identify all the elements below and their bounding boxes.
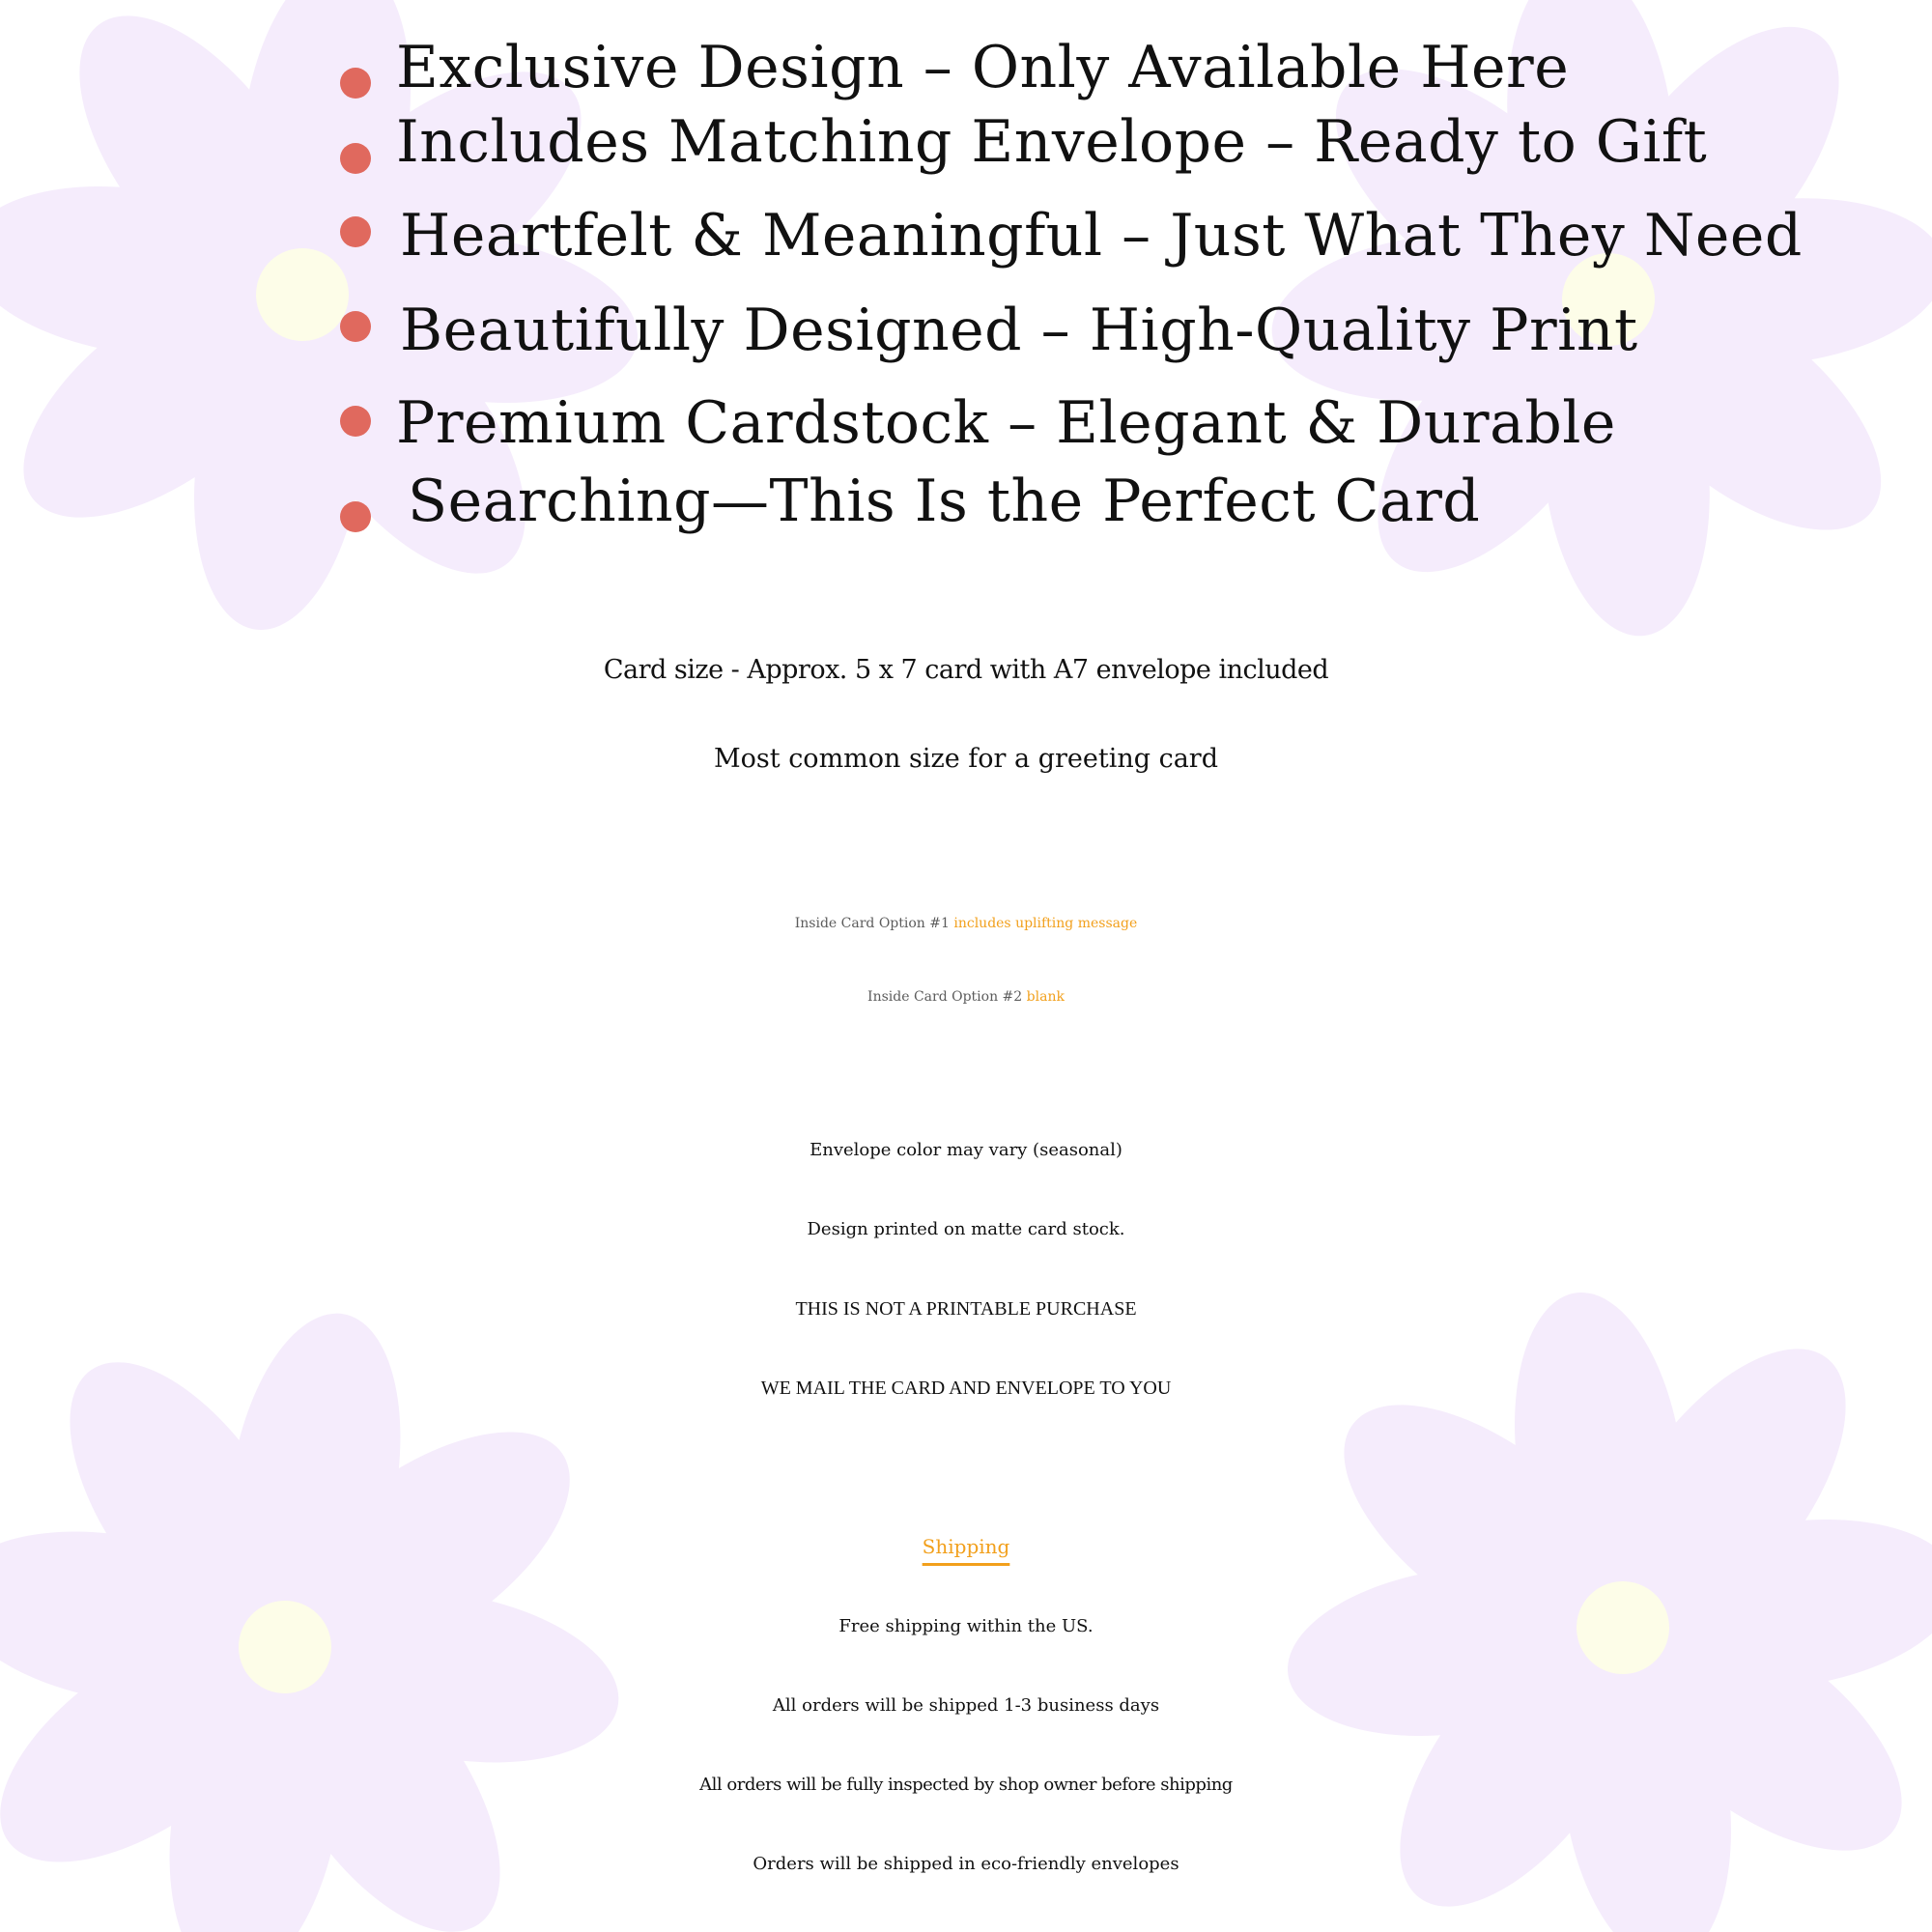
feature-text: Exclusive Design – Only Available Here — [396, 34, 1570, 101]
feature-text: Searching—This Is the Perfect Card — [408, 468, 1481, 535]
option-1-value: includes uplifting message — [953, 916, 1138, 931]
inside-option-2 — [0, 960, 1932, 1034]
feature-text: Beautifully Designed – High-Quality Print — [400, 297, 1638, 364]
feature-item — [0, 29, 1932, 106]
bullet-dot-icon — [340, 406, 371, 437]
feature-text: Premium Cardstock – Elegant & Durable — [396, 389, 1616, 457]
card-size-line: Card size - Approx. 5 x 7 card with A7 envelope included — [603, 655, 1329, 685]
not-printable-notice: THIS IS NOT A PRINTABLE PURCHASE — [795, 1298, 1137, 1320]
shipping-line: Orders will be shipped in eco-friendly envelopes — [753, 1854, 1179, 1874]
feature-item — [0, 292, 1932, 369]
shipping-line: Free shipping within the US. — [838, 1616, 1094, 1636]
shipping-line: All orders will be fully inspected by shop owner before shipping — [699, 1775, 1233, 1795]
bullet-dot-icon — [340, 68, 371, 99]
mail-notice: WE MAIL THE CARD AND ENVELOPE TO YOU — [760, 1378, 1172, 1399]
feature-text: Heartfelt & Meaningful – Just What They Need — [400, 202, 1803, 270]
inside-option-1 — [0, 887, 1932, 960]
card-size-note: Most common size for a greeting card — [714, 744, 1218, 774]
shipping-heading-text: Shipping — [922, 1535, 1010, 1558]
shipping-heading — [0, 1507, 1932, 1586]
envelope-color-note: Envelope color may vary (seasonal) — [810, 1140, 1122, 1160]
feature-text: Includes Matching Envelope – Ready to Gift — [396, 108, 1708, 176]
bullet-dot-icon — [340, 216, 371, 247]
print-note: Design printed on matte card stock. — [807, 1219, 1125, 1239]
feature-item — [0, 384, 1932, 462]
option-2-value: blank — [1026, 989, 1065, 1005]
feature-item — [0, 197, 1932, 274]
bullet-dot-icon — [340, 311, 371, 342]
option-1-label: Inside Card Option #1 — [794, 916, 950, 931]
bullet-dot-icon — [340, 501, 371, 532]
option-2-label: Inside Card Option #2 — [867, 989, 1023, 1005]
shipping-line: All orders will be shipped 1-3 business days — [772, 1695, 1160, 1716]
bullet-dot-icon — [340, 143, 371, 174]
feature-item — [0, 103, 1932, 181]
feature-item — [0, 463, 1932, 540]
